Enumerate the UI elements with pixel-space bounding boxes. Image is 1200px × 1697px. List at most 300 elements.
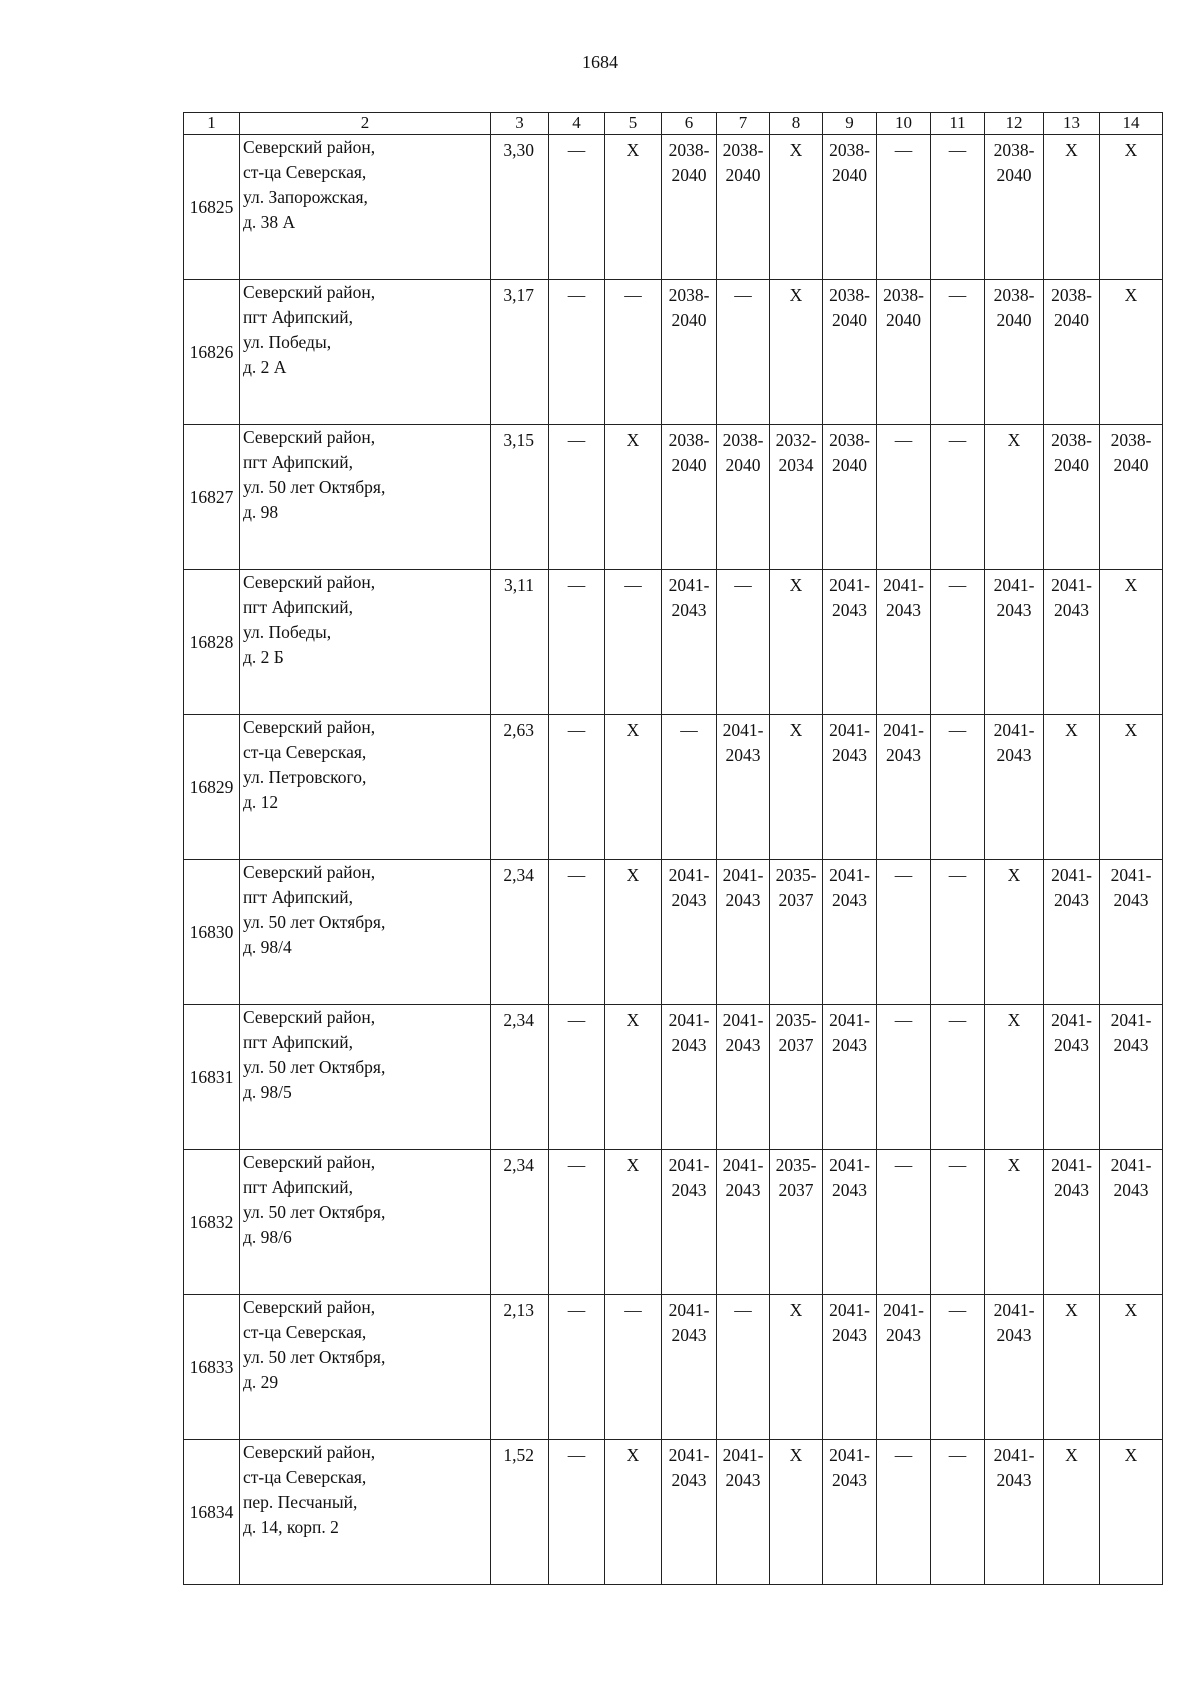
address-line: д. 98/4 [243, 937, 292, 957]
cell-col-6 [662, 570, 717, 715]
cell-text: 2040 [1054, 455, 1089, 475]
cell-text: — [948, 865, 967, 885]
cell-text: 2,63 [503, 720, 534, 740]
address-line: пер. Песчаный, [243, 1492, 358, 1512]
cell-text: 2041- [722, 720, 764, 740]
cell-text: 2043 [671, 1470, 707, 1490]
cell-col-4 [549, 1295, 605, 1440]
address-line: пгт Афипский, [243, 1177, 353, 1197]
cell-col-7 [717, 1295, 770, 1440]
cell-text: 2037 [778, 1180, 814, 1200]
cell-col-11 [931, 1295, 985, 1440]
column-header-10: 10 [877, 113, 931, 135]
row-number: 16831 [184, 1005, 240, 1150]
cell-text: X [1065, 720, 1078, 740]
cell-text: 2038- [668, 140, 710, 160]
cell-text: 2040 [725, 165, 761, 185]
cell-text: 2040 [996, 310, 1032, 330]
cell-text: 2041- [993, 575, 1035, 595]
table-body [184, 135, 1163, 1585]
cell-text: 2041- [668, 1010, 710, 1030]
cell-col-7 [717, 1440, 770, 1585]
cell-text: — [624, 285, 642, 305]
cell-col-13 [1044, 135, 1100, 280]
cell-text: X [1007, 1010, 1021, 1030]
cell-text: X [789, 1445, 803, 1465]
cell-text: 2040 [671, 310, 707, 330]
cell-text: 2041- [1051, 575, 1092, 595]
cell-text: — [624, 1300, 642, 1320]
cell-col-11 [931, 860, 985, 1005]
cell-col-7 [717, 860, 770, 1005]
cell-text: — [567, 1445, 586, 1465]
cell-text: — [894, 140, 913, 160]
row-number: 16830 [184, 860, 240, 1005]
cell-text: X [626, 865, 640, 885]
cell-text: 2038- [829, 140, 870, 160]
cell-col-3 [491, 1150, 549, 1295]
cell-col-6 [662, 1295, 717, 1440]
address-cell [240, 280, 491, 425]
cell-text: 2043 [832, 890, 867, 910]
cell-col-14 [1100, 570, 1163, 715]
address-line: д. 2 Б [243, 647, 284, 667]
cell-col-8 [770, 1150, 823, 1295]
cell-text: 2043 [832, 1180, 867, 1200]
cell-text: 2043 [996, 1470, 1032, 1490]
cell-text: — [567, 720, 586, 740]
cell-col-6 [662, 280, 717, 425]
cell-text: X [626, 140, 640, 160]
address-line: пгт Афипский, [243, 887, 353, 907]
cell-text: 3,15 [503, 430, 534, 450]
cell-text: — [624, 575, 642, 595]
cell-text: 2041- [829, 865, 870, 885]
cell-text: 3,17 [503, 285, 534, 305]
cell-col-14 [1100, 1440, 1163, 1585]
address-line: Северский район, [243, 1152, 376, 1172]
cell-text: 2041- [668, 865, 710, 885]
table-row [184, 715, 1163, 860]
cell-text: 2041- [722, 1155, 764, 1175]
cell-col-13 [1044, 570, 1100, 715]
address-cell [240, 135, 491, 280]
cell-col-10 [877, 1440, 931, 1585]
address-line: ул. Петровского, [243, 767, 367, 787]
cell-text: 2040 [996, 165, 1032, 185]
cell-col-14 [1100, 1150, 1163, 1295]
cell-col-13 [1044, 1440, 1100, 1585]
row-number: 16827 [184, 425, 240, 570]
cell-text: 2043 [671, 890, 707, 910]
cell-text: 2,34 [503, 865, 534, 885]
cell-col-12 [985, 1150, 1044, 1295]
cell-col-4 [549, 860, 605, 1005]
cell-text: — [948, 575, 967, 595]
cell-text: 2043 [671, 1180, 707, 1200]
cell-col-12 [985, 1005, 1044, 1150]
cell-text: — [894, 1010, 913, 1030]
cell-text: 2041- [722, 865, 764, 885]
cell-text: 2035- [775, 1155, 817, 1175]
cell-col-6 [662, 1150, 717, 1295]
address-cell [240, 860, 491, 1005]
cell-text: 2040 [1113, 455, 1149, 475]
address-line: д. 2 А [243, 357, 287, 377]
cell-col-3 [491, 860, 549, 1005]
cell-text: 2041- [1051, 865, 1092, 885]
cell-text: X [1124, 1445, 1138, 1465]
cell-text: 2040 [671, 165, 707, 185]
cell-col-9 [823, 1295, 877, 1440]
cell-col-3 [491, 715, 549, 860]
address-cell [240, 1295, 491, 1440]
cell-text: 2038- [722, 140, 764, 160]
address-cell [240, 425, 491, 570]
cell-col-4 [549, 135, 605, 280]
cell-text: 2040 [886, 310, 921, 330]
cell-col-3 [491, 135, 549, 280]
cell-text: — [948, 1155, 967, 1175]
cell-col-8 [770, 715, 823, 860]
cell-col-10 [877, 860, 931, 1005]
address-line: д. 98 [243, 502, 279, 522]
cell-col-10 [877, 135, 931, 280]
address-line: ул. 50 лет Октября, [243, 477, 386, 497]
cell-col-13 [1044, 425, 1100, 570]
row-number: 16826 [184, 280, 240, 425]
cell-text: 2043 [1054, 600, 1089, 620]
cell-col-3 [491, 1295, 549, 1440]
cell-col-6 [662, 715, 717, 860]
cell-col-11 [931, 135, 985, 280]
column-header-7: 7 [717, 113, 770, 135]
cell-col-5 [605, 860, 662, 1005]
cell-col-6 [662, 1440, 717, 1585]
cell-text: 3,11 [504, 575, 534, 595]
cell-col-11 [931, 1440, 985, 1585]
cell-text: 2043 [996, 745, 1032, 765]
cell-col-5 [605, 135, 662, 280]
cell-text: 2034 [778, 455, 814, 475]
cell-text: X [626, 1445, 640, 1465]
cell-col-9 [823, 715, 877, 860]
cell-col-7 [717, 1005, 770, 1150]
address-line: ул. Победы, [243, 332, 332, 352]
address-line: ул. Запорожская, [243, 187, 368, 207]
cell-text: 2041- [722, 1010, 764, 1030]
address-cell [240, 1150, 491, 1295]
cell-text: 2041- [883, 575, 924, 595]
cell-text: 2043 [1054, 1035, 1089, 1055]
row-number: 16828 [184, 570, 240, 715]
cell-text: 2041- [829, 1010, 870, 1030]
cell-col-14 [1100, 425, 1163, 570]
table-row [184, 570, 1163, 715]
cell-text: X [626, 720, 640, 740]
row-number: 16829 [184, 715, 240, 860]
cell-text: 2043 [1113, 1035, 1149, 1055]
cell-text: 2043 [671, 600, 707, 620]
cell-col-12 [985, 570, 1044, 715]
cell-col-8 [770, 860, 823, 1005]
column-header-5: 5 [605, 113, 662, 135]
cell-text: X [626, 430, 640, 450]
cell-col-14 [1100, 1295, 1163, 1440]
cell-text: 2043 [725, 1035, 761, 1055]
cell-text: 2040 [1054, 310, 1089, 330]
cell-col-9 [823, 280, 877, 425]
address-line: Северский район, [243, 282, 376, 302]
cell-col-14 [1100, 280, 1163, 425]
header-row [184, 113, 1163, 135]
cell-text: 2041- [1110, 1010, 1152, 1030]
cell-text: X [1124, 575, 1138, 595]
address-line: ул. 50 лет Октября, [243, 1057, 386, 1077]
cell-col-7 [717, 570, 770, 715]
cell-col-5 [605, 1440, 662, 1585]
cell-text: 2043 [832, 1470, 867, 1490]
cell-col-8 [770, 1295, 823, 1440]
cell-col-9 [823, 135, 877, 280]
table-row [184, 1440, 1163, 1585]
column-header-4: 4 [549, 113, 605, 135]
cell-col-6 [662, 860, 717, 1005]
cell-col-14 [1100, 1005, 1163, 1150]
cell-text: 2037 [778, 890, 814, 910]
address-line: ул. 50 лет Октября, [243, 1202, 386, 1222]
cell-col-11 [931, 425, 985, 570]
cell-col-4 [549, 425, 605, 570]
cell-text: 2041- [829, 575, 870, 595]
cell-text: X [1007, 865, 1021, 885]
cell-col-5 [605, 425, 662, 570]
cell-text: — [567, 285, 586, 305]
cell-col-9 [823, 1150, 877, 1295]
cell-col-7 [717, 1150, 770, 1295]
address-line: пгт Афипский, [243, 307, 353, 327]
cell-text: 2038- [668, 285, 710, 305]
cell-col-4 [549, 1005, 605, 1150]
cell-col-5 [605, 570, 662, 715]
address-line: д. 38 А [243, 212, 296, 232]
address-line: Северский район, [243, 1442, 376, 1462]
cell-text: 2,34 [503, 1155, 534, 1175]
table-row [184, 1295, 1163, 1440]
cell-text: 2040 [725, 455, 761, 475]
cell-col-12 [985, 135, 1044, 280]
cell-text: 2043 [1054, 890, 1089, 910]
row-number: 16834 [184, 1440, 240, 1585]
cell-col-9 [823, 1440, 877, 1585]
cell-col-6 [662, 135, 717, 280]
cell-col-10 [877, 1295, 931, 1440]
cell-col-8 [770, 1005, 823, 1150]
cell-text: X [1124, 285, 1138, 305]
cell-text: X [1007, 430, 1021, 450]
cell-text: 2035- [775, 1010, 817, 1030]
row-number: 16833 [184, 1295, 240, 1440]
cell-text: X [789, 285, 803, 305]
cell-col-6 [662, 425, 717, 570]
cell-text: — [567, 865, 586, 885]
cell-col-14 [1100, 715, 1163, 860]
table-row [184, 425, 1163, 570]
cell-text: 2041- [829, 720, 870, 740]
cell-text: — [567, 140, 586, 160]
cell-text: 2043 [886, 745, 921, 765]
cell-col-13 [1044, 860, 1100, 1005]
cell-text: — [567, 1010, 586, 1030]
cell-text: — [567, 430, 586, 450]
cell-col-14 [1100, 860, 1163, 1005]
cell-col-10 [877, 570, 931, 715]
cell-text: 2037 [778, 1035, 814, 1055]
cell-text: 2035- [775, 865, 817, 885]
cell-text: 2043 [886, 1325, 921, 1345]
cell-text: 2043 [996, 1325, 1032, 1345]
cell-text: 2041- [883, 1300, 924, 1320]
cell-text: X [789, 1300, 803, 1320]
address-line: Северский район, [243, 1007, 376, 1027]
address-line: ст-ца Северская, [243, 1322, 367, 1342]
cell-text: 2038- [1051, 430, 1092, 450]
cell-col-10 [877, 1150, 931, 1295]
cell-text: — [948, 1010, 967, 1030]
cell-col-7 [717, 715, 770, 860]
cell-col-5 [605, 715, 662, 860]
cell-col-13 [1044, 1150, 1100, 1295]
cell-text: X [1065, 140, 1078, 160]
cell-col-13 [1044, 715, 1100, 860]
cell-text: 3,30 [503, 140, 534, 160]
cell-col-7 [717, 425, 770, 570]
cell-text: 2041- [993, 1300, 1035, 1320]
cell-col-8 [770, 425, 823, 570]
column-header-12: 12 [985, 113, 1044, 135]
cell-col-10 [877, 425, 931, 570]
cell-col-5 [605, 1150, 662, 1295]
address-line: ст-ца Северская, [243, 1467, 367, 1487]
cell-col-14 [1100, 135, 1163, 280]
cell-text: 2043 [1113, 890, 1149, 910]
address-line: Северский район, [243, 862, 376, 882]
table-row [184, 1005, 1163, 1150]
cell-text: — [948, 1445, 967, 1465]
cell-col-3 [491, 1440, 549, 1585]
cell-col-11 [931, 1150, 985, 1295]
cell-text: 2041- [668, 575, 710, 595]
cell-col-13 [1044, 280, 1100, 425]
cell-text: 2038- [722, 430, 764, 450]
address-line: Северский район, [243, 137, 376, 157]
cell-col-4 [549, 715, 605, 860]
cell-col-11 [931, 715, 985, 860]
cell-col-11 [931, 1005, 985, 1150]
address-line: д. 29 [243, 1372, 279, 1392]
cell-text: — [734, 1300, 752, 1320]
cell-text: X [789, 140, 803, 160]
cell-text: 2041- [668, 1155, 710, 1175]
column-header-3: 3 [491, 113, 549, 135]
cell-text: 2043 [725, 1180, 761, 1200]
cell-text: 2032- [775, 430, 817, 450]
cell-col-12 [985, 1440, 1044, 1585]
cell-text: 2041- [668, 1300, 710, 1320]
column-header-13: 13 [1044, 113, 1100, 135]
cell-text: 2043 [832, 1035, 867, 1055]
address-line: д. 12 [243, 792, 279, 812]
cell-text: 2041- [829, 1300, 870, 1320]
address-cell [240, 1440, 491, 1585]
cell-col-9 [823, 570, 877, 715]
cell-text: X [1124, 720, 1138, 740]
cell-col-4 [549, 570, 605, 715]
cell-col-11 [931, 280, 985, 425]
cell-text: X [626, 1155, 640, 1175]
cell-text: 2043 [832, 1325, 867, 1345]
column-header-6: 6 [662, 113, 717, 135]
cell-text: X [789, 575, 803, 595]
cell-col-3 [491, 570, 549, 715]
cell-col-5 [605, 1005, 662, 1150]
cell-text: X [1065, 1445, 1078, 1465]
address-line: пгт Афипский, [243, 597, 353, 617]
cell-text: 2038- [993, 140, 1035, 160]
cell-text: 2041- [1110, 1155, 1152, 1175]
cell-col-8 [770, 1440, 823, 1585]
cell-text: 2043 [725, 1470, 761, 1490]
cell-text: 1,52 [503, 1445, 534, 1465]
cell-col-8 [770, 280, 823, 425]
address-line: д. 14, корп. 2 [243, 1517, 339, 1537]
cell-text: — [894, 1445, 913, 1465]
cell-text: 2041- [1051, 1010, 1092, 1030]
cell-text: 2043 [996, 600, 1032, 620]
cell-text: 2041- [1110, 865, 1152, 885]
column-header-9: 9 [823, 113, 877, 135]
cell-text: 2041- [993, 720, 1035, 740]
cell-col-9 [823, 425, 877, 570]
column-header-8: 8 [770, 113, 823, 135]
cell-text: X [1124, 140, 1138, 160]
cell-col-8 [770, 135, 823, 280]
address-line: пгт Афипский, [243, 1032, 353, 1052]
cell-text: 2038- [883, 285, 924, 305]
cell-col-5 [605, 1295, 662, 1440]
cell-text: 2038- [1051, 285, 1092, 305]
cell-text: 2041- [829, 1445, 870, 1465]
cell-col-4 [549, 280, 605, 425]
cell-text: — [680, 720, 698, 740]
table-row [184, 135, 1163, 280]
cell-col-4 [549, 1440, 605, 1585]
cell-text: — [948, 1300, 967, 1320]
cell-text: 2040 [832, 310, 867, 330]
cell-text: — [948, 720, 967, 740]
cell-text: 2043 [832, 745, 867, 765]
column-header-11: 11 [931, 113, 985, 135]
cell-col-10 [877, 715, 931, 860]
cell-text: 2038- [829, 285, 870, 305]
table-row [184, 1150, 1163, 1295]
cell-text: 2043 [725, 745, 761, 765]
cell-text: — [894, 865, 913, 885]
cell-text: 2038- [668, 430, 710, 450]
page-number: 1684 [582, 52, 618, 72]
cell-col-6 [662, 1005, 717, 1150]
cell-text: 2038- [1110, 430, 1152, 450]
